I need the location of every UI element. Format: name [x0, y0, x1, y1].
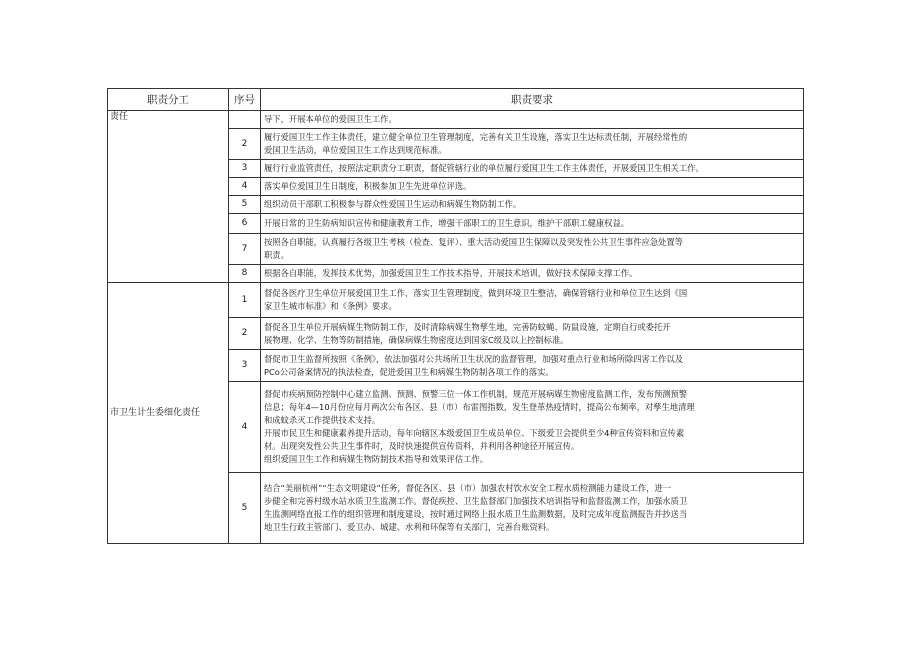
row-number-cell: 2 — [229, 129, 261, 160]
requirement-text-line: 按照各自职能，认真履行各级卫生考核（检查、复评）、重大活动爱国卫生保障以及突发性公共卫生事件应急处置等 — [264, 237, 683, 247]
requirement-text-line: 职责。 — [264, 250, 289, 260]
row-number-cell: 8 — [229, 265, 261, 283]
requirement-text-line: 督促各卫生单位开展病媒生物防制工作，及时清除病媒生物孳生地，完善防蚊蝇、防鼠设施，定期自行或委托开 — [264, 321, 671, 332]
row-number-cell: 5 — [229, 473, 261, 544]
requirement-text-line: 展物理、化学、生物等防制措施，确保病媒生物密度达到国家C级及以上控制标准。 — [264, 334, 569, 345]
requirement-text-line: 履行行业监管责任，按照法定职责分工职责，督促管辖行业的单位履行爱国卫生工作主体责任，开展爱国卫生相关工作。 — [264, 163, 704, 173]
requirement-text-line: 导下，开展本单位的爱国卫生工作。 — [264, 114, 397, 124]
requirement-cell — [261, 473, 804, 544]
requirement-text-line: 督促市卫生监督所按照《条例》，依法加强对公共场所卫生状况的监督管理，加强对重点行业和场所除四害工作以及 — [264, 353, 683, 364]
requirement-cell — [261, 382, 804, 473]
requirement-cell — [261, 265, 804, 283]
row-number-cell: 2 — [229, 318, 261, 350]
row-number-cell — [229, 111, 261, 129]
table-row — [108, 283, 804, 318]
requirement-cell — [261, 350, 804, 382]
requirement-text-line: 地卫生行政主管部门、爱卫办、城建、水利和环保等有关部门，完善台账资料。 — [264, 522, 555, 532]
requirement-text-line: 爱国卫生活动，单位爱国卫生工作达到规范标准。 — [264, 145, 447, 155]
requirement-cell — [261, 178, 804, 196]
row-number-cell: 7 — [229, 234, 261, 265]
row-number-cell: 5 — [229, 196, 261, 214]
header-number: 序号 — [229, 89, 261, 111]
table-header-row — [108, 89, 804, 111]
requirement-cell — [261, 318, 804, 350]
requirement-text-line: 落实单位爱国卫生日制度，积极参加卫生先进单位评选。 — [264, 181, 472, 191]
duty-table — [107, 88, 804, 544]
header-division: 职责分工 — [108, 89, 229, 111]
requirement-text-line: 根据各自职能，发挥技术优势，加强爱国卫生工作技术指导，开展技术培训，做好技术保障支撑工作。 — [264, 268, 638, 278]
requirement-cell — [261, 283, 804, 318]
requirement-text-line: 开展市民卫生和健康素养提升活动，每年向辖区本级爱国卫生成员单位、下级爱卫会提供至少4种宣传资料和宣传素 — [264, 428, 685, 438]
row-number-cell: 4 — [229, 382, 261, 473]
requirement-cell — [261, 160, 804, 178]
requirement-text-line: 家卫生城市标准》和《条例》要求。 — [264, 301, 397, 311]
requirement-text-line: 步健全和完善村级水站水质卫生监测工作。督促疾控、卫生监督部门加强技术培训指导和监督监测工作，加强水质卫 — [264, 496, 688, 506]
requirement-cell — [261, 111, 804, 129]
requirement-text-line: 组织爱国卫生工作和病媒生物防制技术指导和效果评估工作。 — [264, 454, 489, 464]
requirement-text-line: 开展日常的卫生防病知识宣传和健康教育工作，增强干部职工的卫生意识，维护干部职工健康权益。 — [264, 218, 630, 228]
group-name-cell: 市卫生计生委细化责任 — [108, 283, 229, 544]
group-name-cell: 责任 — [108, 111, 229, 283]
requirement-text-line: 督促市疾病预防控制中心建立监测、预测、预警三位一体工作机制，规范开展病媒生物密度监测工作，发布预测预警 — [264, 389, 688, 399]
row-number-cell: 6 — [229, 214, 261, 234]
requirement-cell — [261, 214, 804, 234]
header-requirement: 职责要求 — [261, 89, 804, 111]
requirement-text-line: 信息；每年4—10月份应每月两次公布各区、县（市）布雷图指数，发生登革热疫情时，提高公布频率，对孳生地清理 — [264, 402, 695, 412]
row-number-cell: 1 — [229, 283, 261, 318]
requirement-text-line: 生监测网络直报工作的组织管理和制度建设，按时通过网络上报水质卫生监测数据，及时完成年度监测报告并抄送当 — [264, 509, 688, 519]
requirement-cell — [261, 196, 804, 214]
requirement-text-line: 结合“美丽杭州”“生态文明建设”任务，督促各区、县（市）加强农村饮水安全工程水质检测能力建设工作，进一 — [264, 483, 672, 493]
table-body — [108, 111, 804, 544]
requirement-text-line: 督促各医疗卫生单位开展爱国卫生工作，落实卫生管理制度，做到环境卫生整洁，确保管辖行业和单位卫生达到《国 — [264, 288, 688, 298]
table-row — [108, 111, 804, 129]
requirement-text-line: PCo公司备案情况的执法检查，促进爱国卫生和病媒生物防制各项工作的落实。 — [264, 366, 554, 377]
row-number-cell: 3 — [229, 160, 261, 178]
requirement-cell — [261, 234, 804, 265]
requirement-text-line: 组织动员干部职工积极参与群众性爱国卫生运动和病媒生物防制工作。 — [264, 199, 522, 209]
requirement-cell — [261, 129, 804, 160]
requirement-text-line: 材。出现突发性公共卫生事件时，及时快速提供宣传资料，并利用各种途径开展宣传。 — [264, 441, 580, 451]
requirement-text-line: 和成蚊杀灭工作提供技术支持。 — [264, 415, 381, 425]
row-number-cell: 3 — [229, 350, 261, 382]
row-number-cell: 4 — [229, 178, 261, 196]
requirement-text-line: 履行爱国卫生工作主体责任，建立健全单位卫生管理制度，完善有关卫生设施，落实卫生达标责任制，开展经常性的 — [264, 132, 688, 142]
